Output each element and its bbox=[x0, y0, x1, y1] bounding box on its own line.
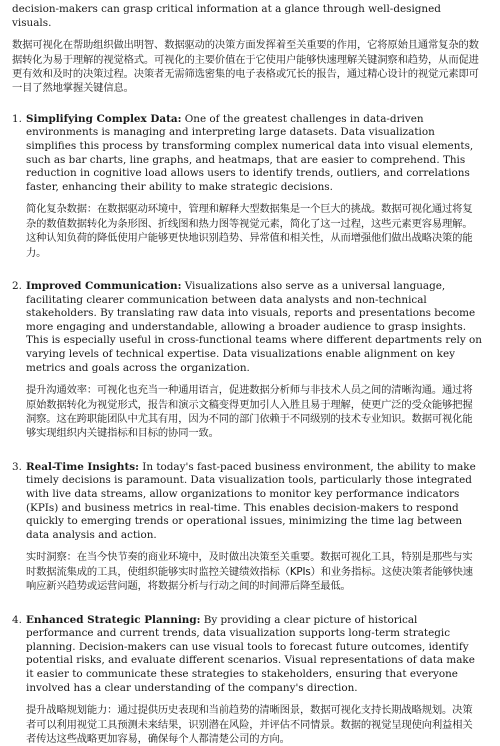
item-heading: Real-Time Insights: bbox=[26, 460, 139, 473]
item-paragraph-en bbox=[26, 280, 482, 375]
item-paragraph-zh: 提升战略规划能力：通过提供历史表现和当前趋势的清晰图景，数据可视化支持长期战略规划。决策者可以利用视觉工具预测未来结果，识别潜在风险，并评估不同情景。数据的视觉呈现使向利益相关者传达这些战略更加容易，确保每个人都清楚公司的方向。 bbox=[26, 704, 473, 745]
item-paragraph-en bbox=[26, 113, 482, 195]
item-body-en: By providing a clear picture of historical performance and current trends, data visualization supports long-term strategic planning. Decision-makers can use visual tools to forecast future outcomes, identify potential risks, and evaluate different scenarios. Visual representations of data make it easier to communicate these strategies to stakeholders, ensuring that everyone involved has a clear understanding of the company's direction. bbox=[26, 613, 475, 694]
item-paragraph-zh: 提升沟通效率：可视化也充当一种通用语言，促进数据分析师与非技术人员之间的清晰沟通。通过将原始数据转化为视觉形式，报告和演示文稿变得更加引人入胜且易于理解，使更广泛的受众能够把握洞察。这在跨职能团队中尤其有用，因为不同的部门依赖于不同级别的技术专业知识。数据可视化能够实现组织内关键指标和目标的协同一致。 bbox=[26, 384, 473, 440]
item-paragraph-zh: 简化复杂数据：在数据驱动环境中，管理和解释大型数据集是一个巨大的挑战。数据可视化通过将复杂的数值数据转化为条形图、折线图和热力图等视觉元素，简化了这一过程，这些元素更容易理解。这种认知负荷的降低使用户能够更快地识别趋势、异常值和相关性，从而增强他们做出战略决策的能力。 bbox=[26, 203, 473, 259]
list-item bbox=[12, 280, 482, 441]
item-heading: Improved Communication: bbox=[26, 280, 182, 292]
item-number: 4. bbox=[12, 613, 22, 626]
item-body-en: In today's fast-paced business environment, the ability to make timely decisions is paramount. Data visualization tools, particularly those integrated with live data streams, allow organizations to monitor key performance indicators (KPIs) and business metrics in real-time. This enables decision-makers to respond quickly to emerging trends or operational issues, minimizing the time lag between data analysis and action. bbox=[26, 460, 476, 541]
intro-paragraph-zh: 数据可视化在帮助组织做出明智、数据驱动的决策方面发挥着至关重要的作用，它将原始且通常复杂的数据转化为易于理解的视觉格式。可视化的主要价值在于它使用户能够快速理解关键洞察和趋势，从而促进更有效和及时的决策过程。决策者无需筛选密集的电子表格或冗长的报告，通过精心设计的视觉元素即可一目了然地掌握关键信息。 bbox=[12, 39, 479, 95]
item-paragraph-en bbox=[26, 614, 482, 696]
document-page bbox=[12, 3, 482, 746]
item-paragraph-zh: 实时洞察：在当今快节奏的商业环境中，及时做出决策至关重要。数据可视化工具，特别是那些与实时数据流集成的工具，使组织能够实时监控关键绩效指标（KPIs）和业务指标。这使决策者能够快速响应新兴趋势或运营问题，将数据分析与行动之间的时间滞后降至最低。 bbox=[26, 551, 473, 593]
item-number: 3. bbox=[12, 460, 22, 473]
item-body-en: One of the greatest challenges in data-driven environments is managing and interpreting large datasets. Data visualization simplifies this process by transforming complex numerical data into visual elements, such as bar charts, line graphs, and heatmaps, that are easier to comprehend. This reduction in cognitive load allows users to identify trends, outliers, and correlations faster, enhancing their ability to make strategic decisions. bbox=[26, 112, 474, 193]
item-number: 1. bbox=[12, 112, 22, 125]
item-paragraph-en bbox=[26, 461, 482, 543]
list-item bbox=[12, 614, 482, 746]
item-number: 2. bbox=[12, 280, 22, 292]
list-item bbox=[12, 113, 482, 260]
item-heading: Simplifying Complex Data: bbox=[26, 112, 182, 125]
numbered-list bbox=[12, 113, 482, 746]
item-heading: Enhanced Strategic Planning: bbox=[26, 613, 201, 626]
item-body-en: Visualizations also serve as a universal language, facilitating clearer communication between data analysts and non-technical stakeholders. By translating raw data into visuals, reports and presentations become more engaging and understandable, allowing a broader audience to grasp insights. This is especially useful in cross-functional teams where different departments rely on varying levels of technical expertise. Data visualizations enable alignment on key metrics and goals across the organization. bbox=[26, 280, 482, 374]
intro-paragraph-en: decision-makers can grasp critical information at a glance through well-designed visuals. bbox=[12, 3, 441, 29]
list-item bbox=[12, 461, 482, 594]
